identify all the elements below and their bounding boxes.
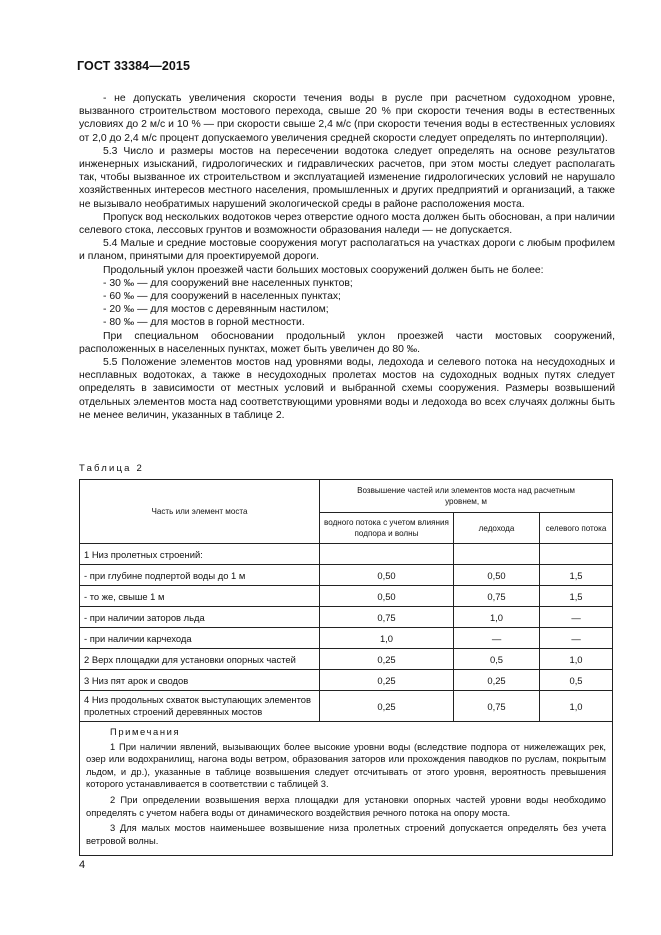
value-ice: 0,75: [454, 586, 540, 607]
paragraph: 5.5 Положение элементов мостов над уровнями воды, ледохода и селевого потока на несудоходных и несплавных водотоках, а также в несудоходных пролетах мостов на судоходных водных путях следует определять в зависимости от местных условий и выбранной схемы сооружения. Размеры возвышений отдельных элементов моста над соответствующими уровнями воды и ледохода во всех случаях должны быть не менее величин, указанных в таблице 2.: [79, 357, 615, 421]
header-elevation: Возвышение частей или элементов моста над расчетным уровнем, м: [320, 480, 613, 513]
row-label: - при наличии заторов льда: [80, 607, 320, 628]
paragraph: Продольный уклон проезжей части больших мостовых сооружений должен быть не более:: [103, 264, 544, 276]
value-mud: 1,5: [540, 565, 613, 586]
value-ice: 0,50: [454, 565, 540, 586]
list-item: - 20 ‰ — для мостов с деревянным настилом;: [103, 304, 329, 316]
paragraph: - не допускать увеличения скорости течения воды в русле при расчетном судоходном уровне, вызванного строительством мостового перехода, свыше 20 % при скорости течения воды в естественных условиях до 2 м/с и 10 % — при скорости свыше 2,4 м/с (при скорости течения воды в естественных условиях от 2,0 до 2,4 м/с процент допускаемого увеличения средней скорости следует определять по интерполяции).: [79, 93, 615, 144]
list-item: - 60 ‰ — для сооружений в населенных пунктах;: [103, 291, 341, 303]
row-label: - при глубине подпертой воды до 1 м: [80, 565, 320, 586]
table-row: [80, 565, 613, 586]
value-ice: 0,75: [454, 691, 540, 722]
value-water: 0,50: [320, 586, 454, 607]
notes-title: Примечания: [110, 726, 181, 737]
row-label: 3 Низ пят арок и сводов: [80, 670, 320, 691]
value-mud: 1,0: [540, 691, 613, 722]
table-row: [80, 649, 613, 670]
group-title: 1 Низ пролетных строений:: [80, 544, 320, 565]
note-item: 3 Для малых мостов наименьшее возвышение низа пролетных строений допускается определять без учета ветровой волны.: [86, 822, 607, 846]
value-water: 0,50: [320, 565, 454, 586]
value-mud: 1,0: [540, 649, 613, 670]
header-ice: ледохода: [454, 513, 540, 544]
paragraph: 5.3 Число и размеры мостов на пересечении водотока следует определять на основе результатов инженерных изысканий, гидрологических и гидравлических расчетов, при этом мосты следует располагать так, чтобы вызванное их строительством и эксплуатацией изменение гидрологических условий не нарушало хозяйственных интересов местного населения, промышленных и других предприятий и организаций, а также не вызывало необратимых нарушений экологической среды в районе расположения моста.: [79, 145, 615, 210]
header-mud: селевого потока: [540, 513, 613, 544]
table-caption: Таблица 2: [79, 463, 144, 474]
page-number: 4: [79, 859, 86, 871]
value-ice: 0,25: [454, 670, 540, 691]
value-mud: 1,5: [540, 586, 613, 607]
body-text: [79, 92, 615, 422]
table-row: [80, 628, 613, 649]
value-ice: 1,0: [454, 607, 540, 628]
row-label: - то же, свыше 1 м: [80, 586, 320, 607]
value-water: 1,0: [320, 628, 454, 649]
standard-header: ГОСТ 33384—2015: [77, 59, 191, 73]
header-water: водного потока с учетом влияния подпора и волны: [320, 513, 454, 544]
value-mud: —: [540, 628, 613, 649]
paragraph: 5.4 Малые и средние мостовые сооружения могут располагаться на участках дороги с любым профилем и планом, принятыми для проектируемой дороги.: [79, 238, 615, 263]
paragraph: Пропуск вод нескольких водотоков через отверстие одного моста должен быть обоснован, а при наличии селевого стока, лессовых грунтов и возможности образования наледи — не допускается.: [79, 211, 615, 237]
paragraph: При специальном обосновании продольный уклон проезжей части мостовых сооружений, расположенных в населенных пунктах, может быть увеличен до 80 ‰.: [79, 330, 615, 355]
note-item: 1 При наличии явлений, вызывающих более высокие уровни воды (вследствие подпора от нижележащих рек, озер или водохранилищ, нагона воды ветром, образования заторов или прохождения паводков по руслам, покрытым льдом, и др.), указанные в таблице возвышения следует отсчитывать от этого уровня, вероятность превышения которого устанавливается в соответствии с таблицей 3.: [86, 740, 607, 790]
value-water: 0,25: [320, 649, 454, 670]
value-mud: 0,5: [540, 670, 613, 691]
table-row: [80, 544, 613, 565]
value-water: 0,25: [320, 691, 454, 722]
list-item: - 30 ‰ — для сооружений вне населенных пунктов;: [103, 277, 353, 289]
header-element: Часть или элемент моста: [80, 480, 320, 544]
row-label: 4 Низ продольных схваток выступающих элементов пролетных строений деревянных мостов: [80, 691, 320, 722]
list-item: - 80 ‰ — для мостов в горной местности.: [103, 317, 305, 329]
row-label: 2 Верх площадки для установки опорных частей: [80, 649, 320, 670]
value-water: 0,25: [320, 670, 454, 691]
value-water: 0,75: [320, 607, 454, 628]
notes-row: [80, 722, 613, 856]
table-row: [80, 586, 613, 607]
note-item: 2 При определении возвышения верха площадки для установки опорных частей уровни воды необходимо определять с учетом набега воды от динамического воздействия речного потока на опору моста.: [86, 793, 607, 818]
value-ice: —: [454, 628, 540, 649]
row-label: - при наличии карчехода: [80, 628, 320, 649]
table-row: [80, 670, 613, 691]
value-mud: —: [540, 607, 613, 628]
elevation-table: [79, 479, 613, 856]
value-ice: 0,5: [454, 649, 540, 670]
table-row: [80, 691, 613, 722]
table-row: [80, 607, 613, 628]
notes: [80, 722, 613, 856]
